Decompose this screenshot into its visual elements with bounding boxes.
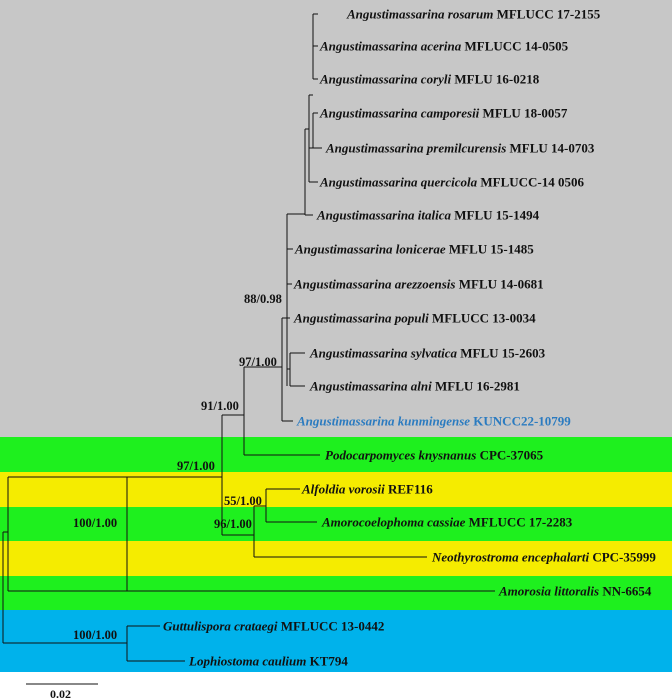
taxon-label (293, 277, 544, 292)
scale-bar-label: 0.02 (50, 687, 71, 700)
taxon-label (325, 448, 544, 463)
strain-number: MFLU 14-0703 (506, 140, 595, 156)
strain-number: MFLU 18-0057 (479, 105, 568, 121)
taxon-label (316, 208, 540, 223)
scale-bar (26, 684, 98, 700)
strain-number: CPC-37065 (476, 447, 544, 463)
strain-number: MFLU 15-1494 (451, 207, 540, 223)
strain-number: MFLUCC 13-0442 (277, 618, 385, 634)
strain-number: CPC-35999 (589, 549, 656, 565)
taxon-name: Angustimassarina coryli (320, 71, 452, 87)
taxon-name: Alfoldia vorosii (302, 481, 385, 497)
taxon-name: Angustimassarina alni (310, 378, 432, 394)
taxon-name: Amorocoelophoma cassiae (322, 514, 466, 530)
taxon-name: Neothyrostroma encephalarti (432, 549, 590, 565)
taxon-name: Lophiostoma caulium (189, 653, 307, 669)
support-value: 97/1.00 (239, 355, 277, 369)
taxon-label (346, 7, 601, 22)
strain-number: MFLUCC 17-2283 (465, 514, 573, 530)
taxon-name: Angustimassarina camporesii (320, 105, 480, 121)
taxon-name: Angustimassarina premilcurensis (326, 140, 507, 156)
strain-number: REF116 (384, 481, 433, 497)
taxon-label (325, 141, 595, 156)
support-value: 100/1.00 (73, 516, 118, 530)
strain-number: MFLUCC 17-2155 (493, 6, 601, 22)
strain-number: MFLU 16-0218 (451, 71, 540, 87)
support-value: 100/1.00 (73, 628, 118, 642)
support-value: 96/1.00 (214, 517, 252, 531)
taxon-name: Angustimassarina italica (317, 207, 452, 223)
strain-number: KT794 (306, 653, 348, 669)
taxon-label (319, 39, 569, 54)
taxon-label (309, 379, 520, 394)
taxon-label (319, 175, 585, 190)
strain-number: NN-6654 (599, 583, 652, 599)
taxon-name: Angustimassarina acerina (320, 38, 462, 54)
strain-number: MFLU 15-2603 (457, 345, 546, 361)
strain-number: MFLUCC 14-0505 (461, 38, 569, 54)
taxon-label (319, 72, 540, 87)
taxon-label (498, 584, 652, 599)
taxon-label (301, 482, 433, 497)
strain-number: KUNCC22-10799 (470, 413, 571, 429)
taxon-name: Angustimassarina populi (294, 310, 429, 326)
taxon-name: Angustimassarina quercicola (320, 174, 478, 190)
taxon-name: Podocarpomyces knysnanus (325, 447, 477, 463)
support-value: 55/1.00 (224, 494, 262, 508)
taxon-label (321, 515, 573, 530)
strain-number: MFLU 16-2981 (431, 378, 520, 394)
strain-number: MFLUCC 13-0034 (428, 310, 536, 326)
taxon-label (188, 654, 348, 669)
taxon-label (294, 242, 534, 257)
taxon-label (431, 550, 656, 565)
taxon-label (309, 346, 546, 361)
taxon-name: Angustimassarina kunmingense (297, 413, 471, 429)
support-value: 88/0.98 (244, 292, 282, 306)
strain-number: MFLUCC-14 0506 (477, 174, 585, 190)
taxon-name: Angustimassarina lonicerae (295, 241, 446, 257)
taxon-label (296, 414, 571, 429)
strain-number: MFLU 14-0681 (455, 276, 544, 292)
taxon-name: Amorosia littoralis (499, 583, 600, 599)
taxon-name: Angustimassarina rosarum (347, 6, 494, 22)
taxon-label (293, 311, 536, 326)
support-value: 97/1.00 (177, 459, 215, 473)
taxon-name: Angustimassarina arezzoensis (294, 276, 456, 292)
strain-number: MFLU 15-1485 (445, 241, 534, 257)
taxon-label (319, 106, 568, 121)
taxon-name: Guttulispora crataegi (163, 618, 278, 634)
support-value: 91/1.00 (201, 399, 239, 413)
taxon-name: Angustimassarina sylvatica (310, 345, 457, 361)
taxon-label (163, 619, 384, 634)
